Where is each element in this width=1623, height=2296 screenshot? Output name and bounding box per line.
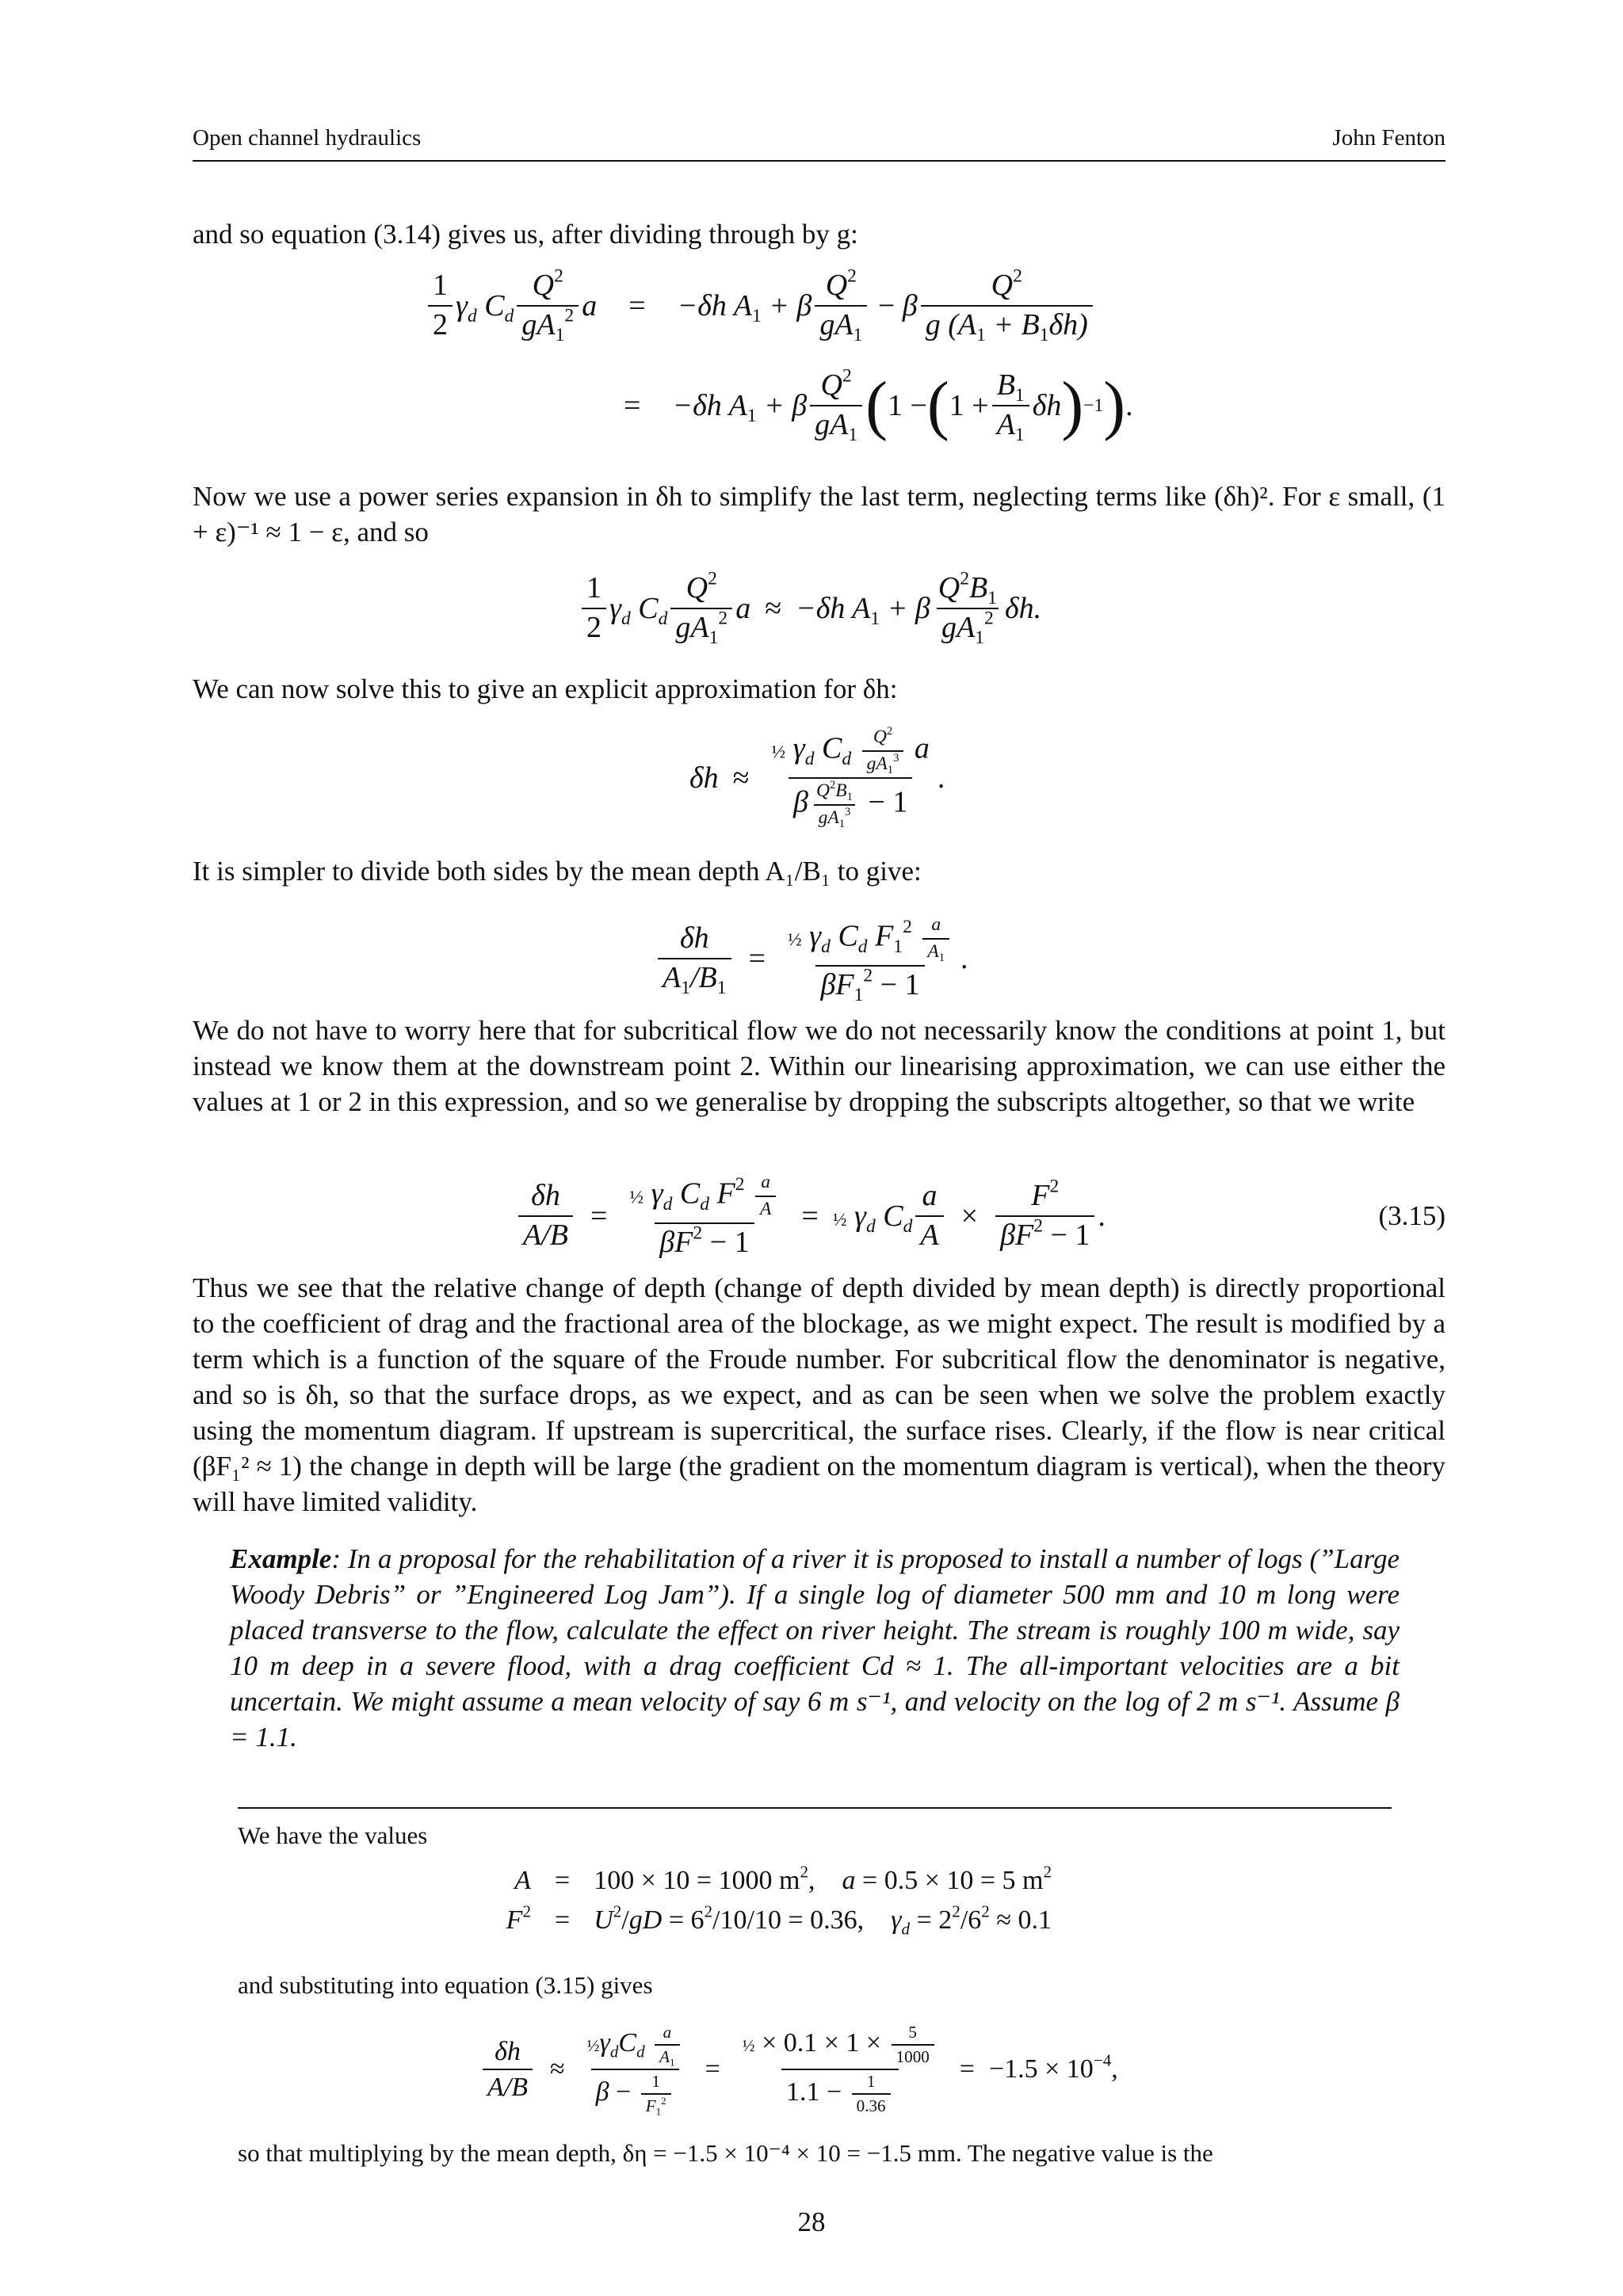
paragraph-3: We can now solve this to give an explicit approximation for δh: xyxy=(193,673,898,704)
page-number: 28 xyxy=(797,2206,826,2237)
example-block xyxy=(230,1541,1400,1755)
equation-number: (3.15) xyxy=(1378,1200,1445,1231)
solution-values-2: $F^2$ = $U^2/gD = 6^2/10/10 = 0.36$, $\gamma_d = 2^2/6^2 \approx 0.1$ xyxy=(506,1901,1052,1939)
paragraph-2: Now we use a power series expansion in δh to simplify the last term, neglecting terms like (δh)². For ε small, (1 + ε)⁻¹ ≈ 1 − ε, and so xyxy=(193,481,1445,547)
equation-3-15: $\frac{\delta h}{A/B}$ = ½ $\gamma_d$ $C_d$ $F^2$ $\frac{a}{A}$ $\beta F^2 - 1$ = ½ $\gamma_d$ $C_d$ $\frac{a}{A}$ × $\frac{F^2}{\beta F^2 - 1}$ . xyxy=(515,1169,1106,1264)
header-author: John Fenton xyxy=(1332,125,1445,151)
solution-text-2: and substituting into equation (3.15) gives xyxy=(238,1971,653,1999)
solution-substitution: $\frac{\delta h}{A/B}$ ≈ $\frac{1}{2}\gamma_dC_d$ $\frac{a}{A_1}$ β − $\frac{1}{F_1^2}$ = ½ × 0.1 × 1 × $\frac{5}{1000}$ 1.1 − $\frac{1}{0.36}$ = $-1.5 \times 10^{-4}$, xyxy=(479,2022,1118,2117)
paragraph-6: Thus we see that the relative change of depth (change of depth divided by mean depth) is directly proportional to the coefficient of drag and the fractional area of the blockage, as we might expect. The result is modified by a term which is a function of the square of the Froude number. For subcritical flow the denominator is negative, and so is δh, so that the surface drops, as we expect, and as can be seen when we solve the problem exactly using the momentum diagram. If upstream is supercritical, the surface rises. Clearly, if the flow is near critical (βF₁² ≈ 1) the change in depth will be large (the gradient on the momentum diagram is vertical), when the theory will have limited validity. xyxy=(193,1272,1445,1517)
equation-explicit-dh: δh ≈ ½ $\gamma_d$ $C_d$ $\frac{Q^2}{gA_1^3}$ a β $\frac{Q^2B_1}{gA_1^3}$ − 1 . xyxy=(689,724,945,831)
example-label: Example xyxy=(230,1543,332,1574)
paragraph-1: and so equation (3.14) gives us, after dividing through by g: xyxy=(193,219,858,250)
equation-momentum-1: $\frac{1}{2}$ $\gamma_d$ $C_d$ $\frac{Q^2}{gA_1^2}$ a = −δh $A_1 + \beta$ $\frac{Q^2}{gA_1}$ − β $\frac{Q^2}{g (A_1 + B_1\delta h)}$ xyxy=(425,266,1096,345)
solution-rule xyxy=(238,1807,1392,1809)
header-rule xyxy=(193,160,1445,162)
equation-approximation: $\frac{1}{2}$ $\gamma_d$ $C_d$ $\frac{Q^2}{gA_1^2}$ a ≈ −δh $A_1 + \beta$ $\frac{Q^2B_1}{gA_1^2}$ δh. xyxy=(579,569,1041,648)
equation-relative-depth-1: $\frac{\delta h}{A_1/B_1}$ = ½ $\gamma_d$ $C_d$ $F_1^2$ $\frac{a}{A_1}$ $\beta F_1^2 - 1$ . xyxy=(655,911,968,1006)
running-header xyxy=(193,119,1445,162)
solution-text-3: so that multiplying by the mean depth, δη = −1.5 × 10⁻⁴ × 10 = −1.5 mm. The negative value is the xyxy=(238,2139,1213,2167)
equation-momentum-2: = −δh $A_1 + \beta$ $\frac{Q^2}{gA_1}$ ( 1 − ( 1 + $\frac{B_1}{A_1}$ δh ) −1 ) . xyxy=(624,365,1133,446)
paragraph-5: We do not have to worry here that for subcritical flow we do not necessarily know the conditions at point 1, but instead we know them at the downstream point 2. Within our linearising approximation, we can use either the values at 1 or 2 in this expression, and so we generalise by dropping the subscripts altogether, so that we write xyxy=(193,1015,1445,1117)
header-title: Open channel hydraulics xyxy=(193,125,422,151)
solution-text-1: We have the values xyxy=(238,1821,428,1849)
paragraph-4: It is simpler to divide both sides by the mean depth A₁/B₁ to give: xyxy=(193,856,922,887)
example-text: : In a proposal for the rehabilitation of a river it is proposed to install a number of logs (”Large Woody Debris” or ”Engineered Log Jam”). If a single log of diameter 500 mm and 10 m long were placed transverse to the flow, calculate the effect on river height. The stream is roughly 100 m wide, say 10 m deep in a severe flood, with a drag coefficient Cd ≈ 1. The all-important velocities are a bit uncertain. We might assume a mean velocity of say 6 m s⁻¹, and velocity on the log of 2 m s⁻¹. Assume β = 1.1. xyxy=(230,1543,1400,1753)
solution-values-1: A = 100 × 10 = 1000 $m^2$, a = 0.5 × 10 = 5 $m^2$ xyxy=(514,1862,1052,1895)
